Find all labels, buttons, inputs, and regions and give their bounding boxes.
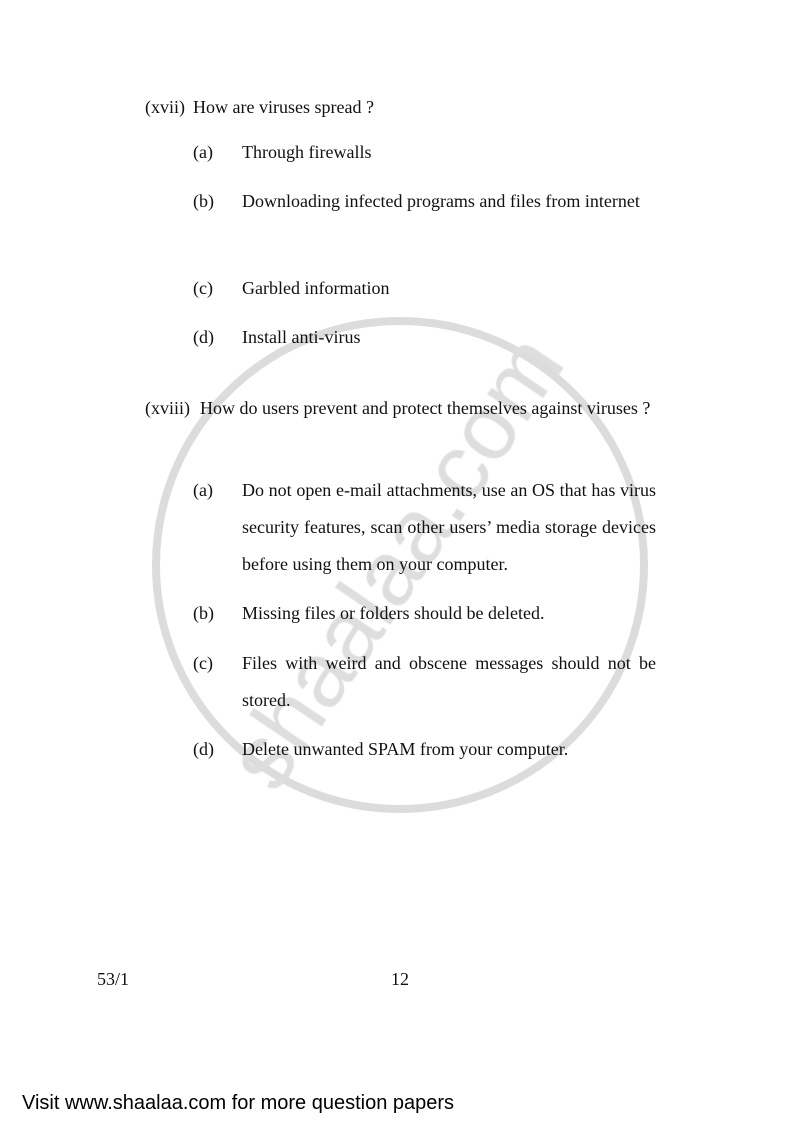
option-label: (d) — [193, 739, 214, 759]
option-text: Do not open e-mail attachments, use an OS that has virus security features, scan other users’ media storage devices before using them on your computer. — [242, 480, 656, 574]
promo-banner: Visit www.shaalaa.com for more question papers — [22, 1092, 455, 1114]
question-number: (xviii) — [145, 398, 190, 418]
option-text: Delete unwanted SPAM from your computer. — [242, 739, 569, 759]
option-text: Garbled information — [242, 278, 390, 298]
option-label: (a) — [193, 142, 213, 162]
option-label: (c) — [193, 653, 213, 673]
paper-code: 53/1 — [97, 969, 130, 989]
option-text: Through firewalls — [242, 142, 372, 162]
option-label: (d) — [193, 327, 214, 347]
option-text: Files with weird and obscene messages should not be stored. — [242, 653, 656, 710]
question-text: How do users prevent and protect themselves against viruses ? — [200, 398, 651, 418]
option-label: (b) — [193, 603, 214, 623]
option-text: Install anti-virus — [242, 327, 361, 347]
page-number: 12 — [391, 969, 409, 989]
option-text: Missing files or folders should be deleted. — [242, 603, 545, 623]
option-label: (c) — [193, 278, 213, 298]
question-text: How are viruses spread ? — [193, 97, 374, 117]
option-text: Downloading infected programs and files from internet — [242, 191, 640, 211]
option-label: (b) — [193, 191, 214, 211]
question-number: (xvii) — [145, 97, 185, 117]
option-label: (a) — [193, 480, 213, 500]
